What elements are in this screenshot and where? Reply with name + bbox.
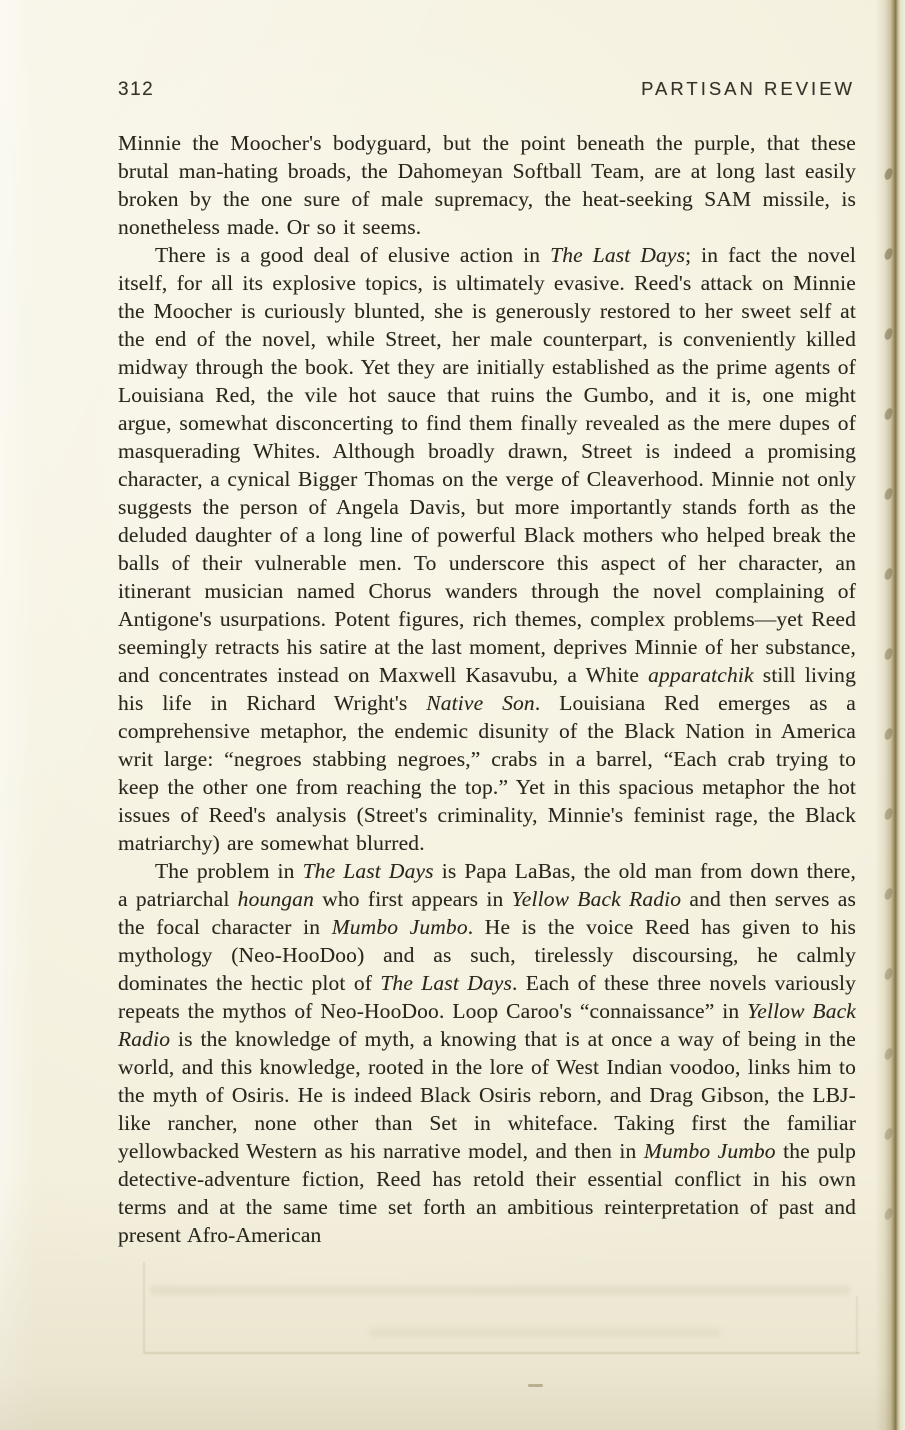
text-segment: and then serves as the focal character in bbox=[118, 887, 856, 939]
bleedthrough-text-ghost bbox=[150, 1286, 850, 1295]
paragraph bbox=[118, 129, 856, 241]
article-text bbox=[118, 129, 856, 1249]
page-edge-notch bbox=[884, 967, 894, 980]
italic-text-segment: Mumbo Jumbo bbox=[643, 1139, 776, 1163]
bleedthrough-frame-line bbox=[856, 1296, 858, 1354]
text-segment: is the knowledge of myth, a knowing that is at once a way of being in the world, and this knowledge, rooted in the lore of West Indian voodoo, links him to the myth of Osiris. He is indeed Black Osiris reborn, and Drag Gibson, the LBJ-like rancher, none other than Set in whiteface. Taking first the familiar yellowbacked Western as his narrative model, and then in bbox=[118, 1027, 856, 1163]
page-edge-notch bbox=[884, 407, 894, 420]
bleedthrough-frame-line bbox=[145, 1352, 860, 1354]
page-edge-notch bbox=[884, 887, 894, 900]
page-edge-shadow bbox=[875, 0, 905, 1430]
text-segment: There is a good deal of elusive action in bbox=[155, 243, 551, 267]
text-segment: still living his life in Richard Wright's bbox=[118, 663, 856, 715]
page-edge-notch bbox=[884, 807, 894, 820]
text-segment: is Papa LaBas, the old man from down there, a patriarchal bbox=[118, 859, 856, 911]
page-header bbox=[118, 78, 855, 101]
page-edge-notch bbox=[884, 1207, 894, 1220]
text-segment: . Each of these three novels variously repeats the mythos of Neo-HooDoo. Loop Caroo's “connaissance” in bbox=[118, 971, 857, 1023]
page-edge-notch bbox=[884, 167, 894, 180]
paragraph bbox=[118, 241, 856, 857]
italic-text-segment: Native Son bbox=[426, 691, 535, 715]
page-edge-notch bbox=[884, 327, 894, 340]
text-segment: the pulp detective-adventure fiction, Reed has retold their essential conflict in his own terms and at the same time set forth an ambitious reinterpretation of past and present Afro-American bbox=[118, 1139, 856, 1247]
italic-text-segment: apparatchik bbox=[648, 663, 754, 687]
italic-text-segment: Yellow Back Radio bbox=[118, 999, 856, 1051]
text-segment: The problem in bbox=[155, 859, 303, 883]
bleedthrough-frame-line bbox=[143, 1262, 145, 1354]
text-segment: . He is the voice Reed has given to his mythology (Neo-HooDoo) and as such, tirelessly discoursing, he calmly dominates the hectic plot of bbox=[118, 915, 857, 995]
bleedthrough-dash bbox=[528, 1384, 543, 1387]
italic-text-segment: The Last Days bbox=[380, 971, 512, 995]
italic-text-segment: The Last Days bbox=[550, 243, 686, 267]
text-segment: . Louisiana Red emerges as a comprehensive metaphor, the endemic disunity of the Black Nation in America writ large: “negroes stabbing negroes,” crabs in a barrel, “Each crab trying to keep the other one from reaching the top.” Yet in this spacious metaphor the hot issues of Reed's analysis (Street's criminality, Minnie's feminist rage, the Black matriarchy) are somewhat blurred. bbox=[118, 691, 856, 855]
page-edge-notch bbox=[884, 247, 894, 260]
page-edge-notch bbox=[884, 647, 894, 660]
text-segment: who first appears in bbox=[313, 887, 512, 911]
page-edge-notch bbox=[884, 1047, 894, 1060]
paragraph bbox=[118, 857, 856, 1249]
bleedthrough-text-ghost bbox=[370, 1328, 720, 1337]
italic-text-segment: Mumbo Jumbo bbox=[331, 915, 468, 939]
journal-title: PARTISAN REVIEW bbox=[641, 78, 855, 99]
italic-text-segment: The Last Days bbox=[302, 859, 434, 883]
page-edge-notch bbox=[884, 487, 894, 500]
page-edge-notch bbox=[884, 567, 894, 580]
page-number: 312 bbox=[118, 79, 155, 100]
italic-text-segment: Yellow Back Radio bbox=[511, 887, 682, 911]
page-edge-notch bbox=[884, 1127, 894, 1140]
italic-text-segment: houngan bbox=[237, 887, 314, 911]
page-edge-notch bbox=[884, 727, 894, 740]
text-segment: Minnie the Moocher's bodyguard, but the point beneath the purple, that these brutal man-hating broads, the Dahomeyan Softball Team, are at long last easily broken by the one sure of male supremacy, the heat-seeking SAM missile, is nonetheless made. Or so it seems. bbox=[118, 131, 856, 239]
text-segment: ; in fact the novel itself, for all its explosive topics, is ultimately evasive. Reed's attack on Minnie the Moocher is curiously blunted, she is generously restored to her sweet self at the end of the novel, while Street, her male counterpart, is conveniently killed midway through the book. Yet they are initially established as the prime agents of Louisiana Red, the vile hot sauce that ruins the Gumbo, and it is, one might argue, somewhat disconcerting to find them finally revealed as the mere dupes of masquerading Whites. Although broadly drawn, Street is indeed a promising character, a cynical Bigger Thomas on the verge of Cleaverhood. Minnie not only suggests the person of Angela Davis, but more importantly stands forth as the deluded daughter of a long line of powerful Black mothers who helped break the balls of their vulnerable men. To underscore this aspect of her character, an itinerant musician named Chorus wanders through the novel complaining of Antigone's usurpations. Potent figures, rich themes, complex problems—yet Reed seemingly retracts his satire at the last moment, deprives Minnie of her substance, and concentrates instead on Maxwell Kasavubu, a White bbox=[118, 243, 856, 687]
